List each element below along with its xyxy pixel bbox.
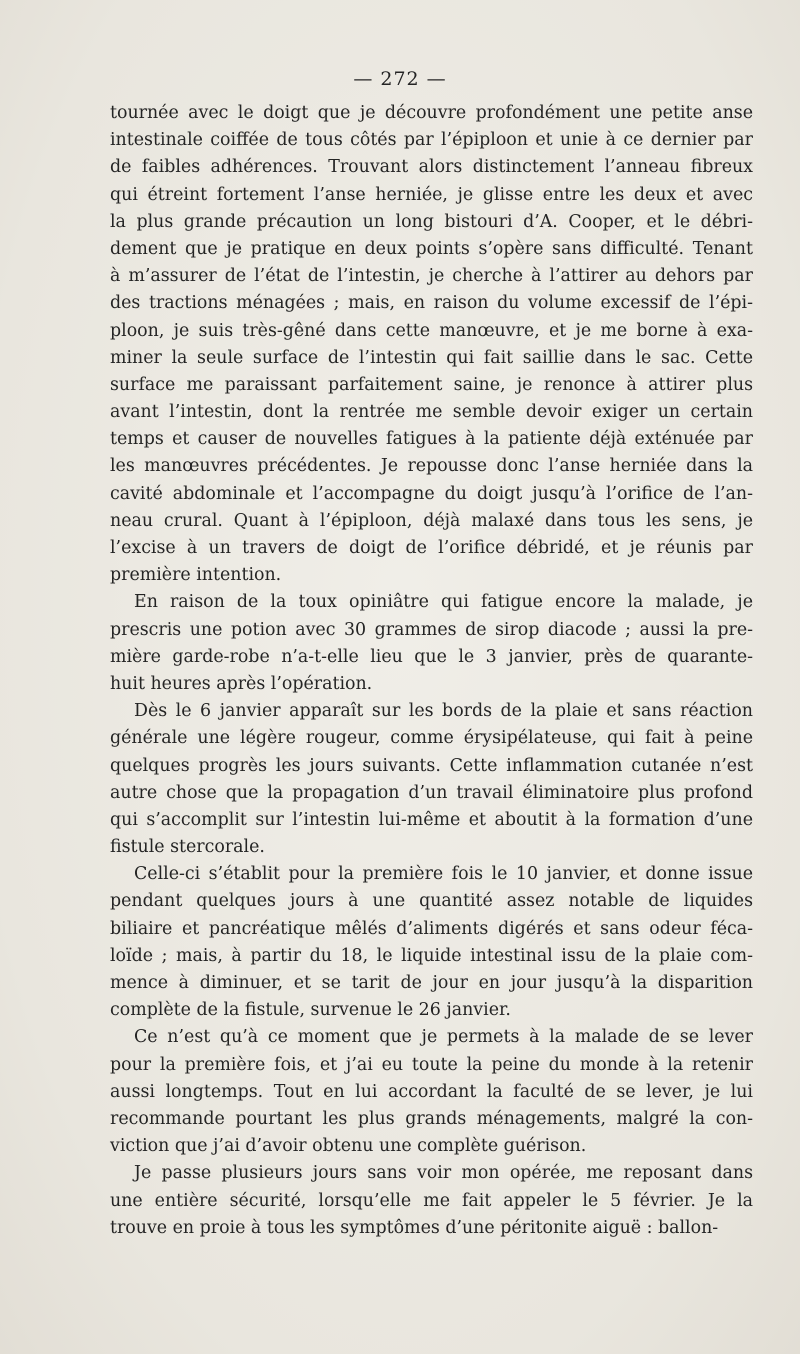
paragraph [110, 698, 753, 861]
text-line: Ce n’est qu’à ce moment que je permets à la malade de se lever [134, 1027, 753, 1048]
text-line: aussi longtemps. Tout en lui accordant la faculté de se lever, je lui [110, 1081, 753, 1102]
text-line: avant l’intestin, dont la rentrée me semble devoir exiger un certain [110, 402, 753, 423]
text-line: qui s’accomplit sur l’intestin lui-même et aboutit à la formation d’une [110, 809, 753, 830]
text-line: à m’assurer de l’état de l’intestin, je cherche à l’attirer au dehors par [110, 266, 753, 287]
text-line: de faibles adhérences. Trouvant alors distinctement l’anneau fibreux [110, 157, 753, 178]
text-line: pendant quelques jours à une quantité assez notable de liquides [110, 891, 753, 912]
page-number: — 272 — [353, 68, 447, 90]
text-line: la plus grande précaution un long bistouri d’A. Cooper, et le débri- [110, 211, 753, 232]
paragraph [110, 589, 753, 698]
text-line: recommande pourtant les plus grands ménagements, malgré la con- [110, 1108, 753, 1129]
text-line: générale une légère rougeur, comme érysipélateuse, qui fait à peine [110, 728, 753, 749]
paragraph [110, 1160, 753, 1242]
text-line: tournée avec le doigt que je découvre profondément une petite anse [110, 103, 753, 123]
text-line: une entière sécurité, lorsqu’elle me fait appeler le 5 février. Je la [110, 1190, 753, 1211]
text-line: les manœuvres précédentes. Je repousse donc l’anse herniée dans la [110, 456, 753, 477]
text-line: viction que j’ai d’avoir obtenu une complète guérison. [110, 1136, 587, 1157]
text-line: Dès le 6 janvier apparaît sur les bords de la plaie et sans réaction [134, 701, 753, 722]
text-line: mence à diminuer, et se tarit de jour en jour jusqu’à la disparition [110, 973, 753, 993]
text-line: qui étreint fortement l’anse herniée, je glisse entre les deux et avec [110, 184, 753, 205]
text-line: huit heures après l’opération. [110, 673, 373, 694]
text-line: biliaire et pancréatique mêlés d’aliments digérés et sans odeur féca- [110, 918, 753, 939]
text-line: En raison de la toux opiniâtre qui fatigue encore la malade, je [134, 592, 753, 613]
body-text [110, 100, 753, 1242]
text-line: prescris une potion avec 30 grammes de sirop diacode ; aussi la pre- [110, 619, 753, 640]
text-line: fistule stercorale. [110, 837, 265, 858]
text-line: Je passe plusieurs jours sans voir mon opérée, me reposant dans [134, 1163, 753, 1184]
text-line: première intention. [110, 565, 282, 586]
paragraph [110, 100, 753, 589]
text-line: dement que je pratique en deux points s’opère sans difficulté. Tenant [110, 238, 753, 259]
text-line: l’excise à un travers de doigt de l’orifice débridé, et je réunis par [110, 538, 753, 558]
text-line: neau crural. Quant à l’épiploon, déjà malaxé dans tous les sens, je [110, 510, 753, 531]
text-line: trouve en proie à tous les symptômes d’une péritonite aiguë : ballon- [110, 1217, 719, 1238]
text-line: Celle-ci s’établit pour la première fois le 10 janvier, et donne issue [134, 864, 753, 885]
text-line: temps et causer de nouvelles fatigues à la patiente déjà exténuée par [110, 429, 753, 450]
text-line: mière garde-robe n’a-t-elle lieu que le 3 janvier, près de quarante- [110, 646, 753, 667]
text-line: pour la première fois, et j’ai eu toute la peine du monde à la retenir [110, 1054, 753, 1075]
paragraph [110, 1024, 753, 1160]
text-line: quelques progrès les jours suivants. Cette inflammation cutanée n’est [110, 755, 753, 776]
text-line: complète de la fistule, survenue le 26 janvier. [110, 1000, 511, 1021]
paragraph [110, 861, 753, 1024]
text-line: cavité abdominale et l’accompagne du doigt jusqu’à l’orifice de l’an- [110, 483, 753, 504]
text-line: des tractions ménagées ; mais, en raison du volume excessif de l’épi- [110, 293, 753, 314]
text-line: autre chose que la propagation d’un travail éliminatoire plus profond [110, 782, 753, 803]
text-line: surface me paraissant parfaitement saine, je renonce à attirer plus [110, 374, 753, 395]
text-line: loïde ; mais, à partir du 18, le liquide intestinal issu de la plaie com- [110, 945, 753, 966]
text-line: miner la seule surface de l’intestin qui fait saillie dans le sac. Cette [110, 347, 753, 368]
text-line: intestinale coiffée de tous côtés par l’épiploon et unie à ce dernier par [110, 130, 753, 151]
text-line: ploon, je suis très-gêné dans cette manœuvre, et je me borne à exa- [110, 320, 753, 341]
